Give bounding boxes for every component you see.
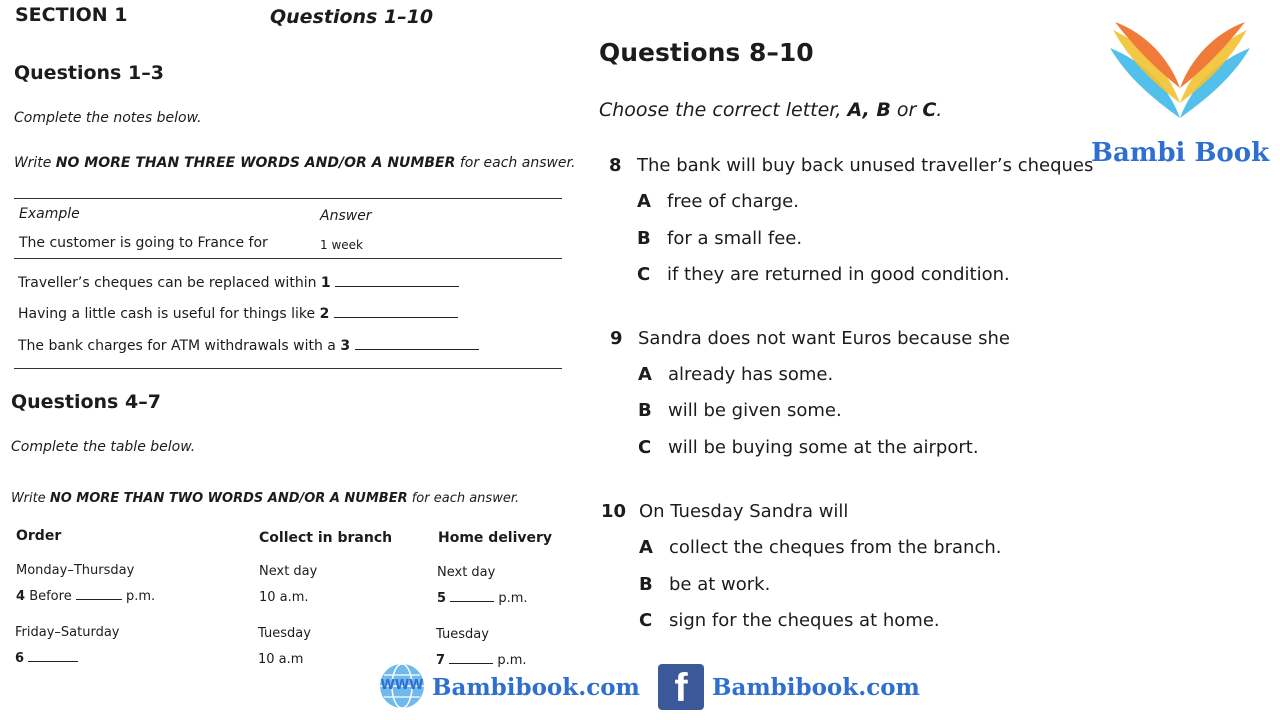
table-cell-home-answer-5: 5 p.m. [437,591,528,606]
table-cell-order-day-1: Monday–Thursday [16,563,135,578]
note-item-3: The bank charges for ATM withdrawals with a 3 [18,338,479,354]
table-cell-home-answer-7: 7 p.m. [436,653,527,668]
table-cell-home-day-1: Next day [437,565,496,580]
option-9a[interactable]: A already has some. [638,364,834,385]
option-9c[interactable]: C will be buying some at the airport. [638,437,979,458]
part3-heading: Questions 8–10 [599,38,814,67]
divider [14,198,562,199]
answer-blank-2[interactable] [334,307,458,318]
table-header-home: Home delivery [438,530,553,546]
part2-instruction: Complete the table below. [11,439,196,455]
www-label: WWW [380,678,424,693]
table-cell-branch-time-2: 10 a.m [258,652,304,667]
option-10c[interactable]: C sign for the cheques at home. [639,610,940,631]
table-cell-branch-day-1: Next day [259,564,318,579]
example-text: The customer is going to France for [19,235,268,251]
website-link[interactable]: Bambibook.com [432,674,640,701]
facebook-link[interactable]: Bambibook.com [712,674,920,701]
note-item-1: Traveller’s cheques can be replaced within 1 [18,275,459,291]
bambi-book-brand: Bambi Book [1091,138,1270,168]
answer-blank-6[interactable] [28,651,78,662]
table-cell-home-day-2: Tuesday [436,627,489,642]
part3-instruction: Choose the correct letter, A, B or C. [599,99,943,121]
section-title: SECTION 1 [15,4,128,26]
option-10a[interactable]: A collect the cheques from the branch. [639,537,1002,558]
option-8c[interactable]: C if they are returned in good condition. [637,264,1010,285]
divider [14,258,562,259]
option-8b[interactable]: B for a small fee. [637,228,803,249]
example-label: Example [19,206,80,222]
part1-instruction: Complete the notes below. [14,110,202,126]
option-8a[interactable]: A free of charge. [637,191,799,212]
table-cell-branch-time-1: 10 a.m. [259,590,309,605]
option-10b[interactable]: B be at work. [639,574,771,595]
question-10: 10 On Tuesday Sandra will [601,501,849,522]
questions-range: Questions 1–10 [270,6,434,28]
part1-heading: Questions 1–3 [14,62,164,84]
facebook-icon[interactable]: f [658,664,704,710]
answer-label: Answer [320,208,372,224]
answer-blank-3[interactable] [355,339,479,350]
bambi-book-logo-icon [1105,18,1255,130]
table-header-order: Order [16,528,62,544]
answer-blank-1[interactable] [335,276,459,287]
part1-word-limit: Write NO MORE THAN THREE WORDS AND/OR A NUMBER for each answer. [14,155,576,171]
example-answer: 1 week [320,238,363,252]
table-cell-order-answer-4: 4 Before p.m. [16,589,156,604]
table-cell-order-day-2: Friday–Saturday [15,625,120,640]
part2-word-limit: Write NO MORE THAN TWO WORDS AND/OR A NUMBER for each answer. [11,491,520,506]
question-8: 8 The bank will buy back unused traveller’s cheques [609,155,1094,176]
globe-icon [378,662,426,710]
option-9b[interactable]: B will be given some. [638,400,842,421]
table-header-branch: Collect in branch [259,530,393,546]
answer-blank-7[interactable] [449,653,493,664]
answer-blank-4[interactable] [76,589,122,600]
divider [14,368,562,369]
question-9: 9 Sandra does not want Euros because she [610,328,1010,349]
part2-heading: Questions 4–7 [11,391,161,413]
table-cell-order-answer-6: 6 [15,651,78,666]
note-item-2: Having a little cash is useful for things like 2 [18,306,458,322]
table-cell-branch-day-2: Tuesday [258,626,311,641]
answer-blank-5[interactable] [450,591,494,602]
